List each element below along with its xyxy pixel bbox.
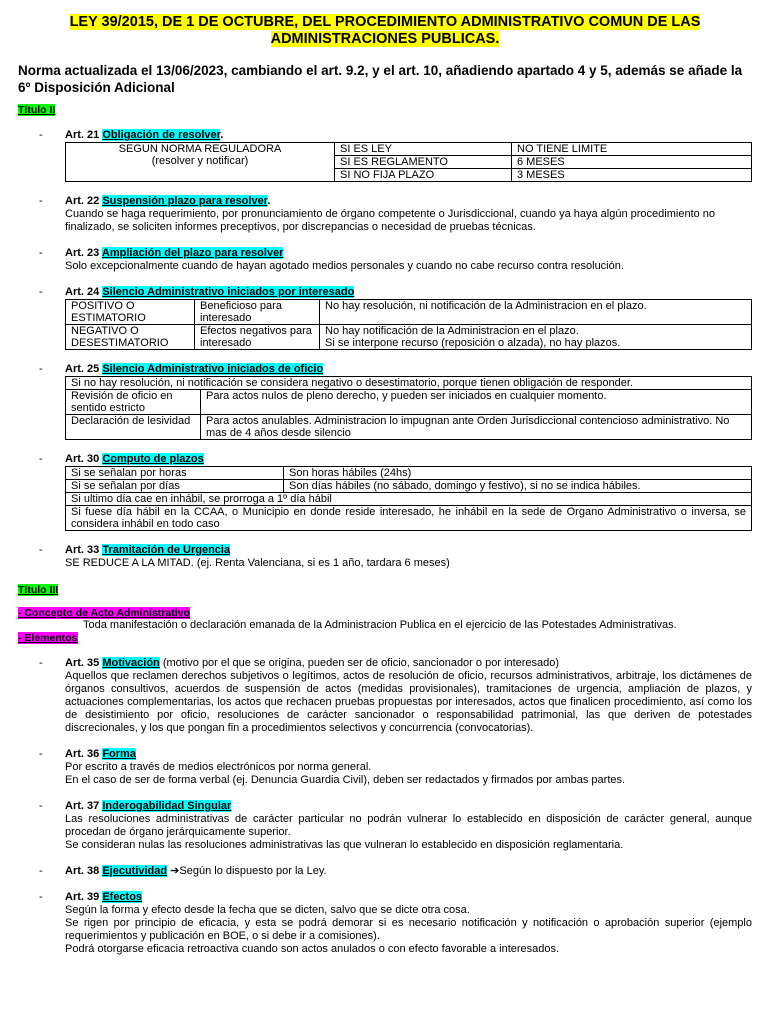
table-cell: Son horas hábiles (24hs)	[284, 467, 752, 480]
art-25-heading: Art. 25 Silencio Administrativo iniciados de oficio	[65, 363, 324, 375]
list-dash: -	[39, 286, 43, 298]
art-21-table	[65, 142, 752, 182]
table-cell: Efectos negativos para interesado	[195, 325, 320, 350]
table-cell: SI ES LEY	[335, 143, 512, 156]
section-art-39	[18, 891, 752, 956]
art-37-line2: Se consideran nulas las resoluciones administrativas las que vulneran lo establecido en disposición reglamentaria.	[65, 839, 624, 851]
art-39-heading: Art. 39 Efectos	[65, 891, 143, 903]
art-39-line3: Podrá otorgarse eficacia retroactiva cuando son actos anulados o con efecto favorable a interesados.	[65, 943, 560, 955]
art-22-heading: Art. 22 Suspensión plazo para resolver.	[65, 195, 271, 207]
list-dash: -	[39, 891, 43, 903]
section-art-21	[18, 129, 752, 182]
table-cell: Declaración de lesividad	[66, 415, 201, 440]
list-dash: -	[39, 865, 43, 877]
art-25-table	[65, 376, 752, 440]
art-35-text: Aquellos que reclamen derechos subjetivos o legítimos, actos de resolución de oficio, recursos administrativos, arbitraje, los dictámenes de órganos consultivos, acuerdos de suspensión de actos (medidas provisionales), tramitaciones de urgencia, ampliación de plazos, y actuaciones complementarias, los actos que rechacen pruebas propuestas por interesados, actos que finalicen procedimiento, así como los de desistimiento por oficio, resoluciones de carácter sancionador o responsabilidad patrimonial, las que deriven de potestades discrecionales, y los que pongan fin a procedimientos selectivos y concurrencia (convocatorias).	[65, 670, 752, 734]
table-cell: Si fuese día hábil en la CCAA, o Municipio en donde reside interesado, he inhábil en la sede de Organo Administrativo o inversa, se considera inhábil en todo caso	[66, 506, 752, 531]
table-cell: No hay resolución, ni notificación de la Administracion en el plazo.	[320, 300, 752, 325]
heading-titulo-iii: Título III	[18, 584, 59, 596]
document-title: LEY 39/2015, DE 1 DE OCTUBRE, DEL PROCEDIMIENTO ADMINISTRATIVO COMUN DE LAS ADMINISTRACIONES PUBLICAS.	[69, 14, 701, 47]
list-dash: -	[39, 129, 43, 141]
table-cell: Si no hay resolución, ni notificación se considera negativo o desestimatorio, porque tienen obligación de responder.	[66, 377, 752, 390]
art-24-heading: Art. 24 Silencio Administrativo iniciados por interesado	[65, 286, 355, 298]
art-21-heading: Art. 21 Obligación de resolver.	[65, 129, 224, 141]
section-art-37	[18, 800, 752, 852]
art-23-heading: Art. 23 Ampliación del plazo para resolver	[65, 247, 284, 259]
art-33-heading: Art. 33 Tramitación de Urgencia	[65, 544, 231, 556]
document-subtitle: Norma actualizada el 13/06/2023, cambiando el art. 9.2, y el art. 10, añadiendo apartado 4 y 5, además se añade la 6º Disposición Adicional	[18, 63, 743, 95]
heading-titulo-ii: Título II	[18, 104, 56, 116]
table-cell: Si se señalan por horas	[66, 467, 284, 480]
table-cell: SI ES REGLAMENTO	[335, 156, 512, 169]
list-dash: -	[39, 363, 43, 375]
list-dash: -	[39, 748, 43, 760]
list-dash: -	[39, 247, 43, 259]
section-art-24	[18, 286, 752, 350]
section-art-25	[18, 363, 752, 440]
list-dash: -	[39, 453, 43, 465]
art-36-heading: Art. 36 Forma	[65, 748, 136, 760]
table-cell: Para actos anulables. Administracion lo impugnan ante Orden Jurisdiccional contencioso administrativo. No mas de 4 años desde silencio	[201, 415, 752, 440]
art-37-heading: Art. 37 Inderogabilidad Singular	[65, 800, 232, 812]
table-cell: Si se señalan por días	[66, 480, 284, 493]
section-art-22	[18, 195, 752, 234]
art-35-heading: Art. 35 Motivación (motivo por el que se origina, pueden ser de oficio, sancionador o por interesado)	[65, 657, 560, 669]
art-24-table	[65, 299, 752, 350]
table-cell: 6 MESES	[512, 156, 752, 169]
section-art-35	[18, 657, 752, 735]
concepto-text: Toda manifestación o declaración emanada de la Administracion Publica en el ejercicio de las Potestades Administrativas.	[83, 619, 677, 631]
document-page	[18, 14, 752, 956]
table-cell: Beneficioso para interesado	[195, 300, 320, 325]
table-cell: Revisión de oficio en sentido estricto	[66, 390, 201, 415]
heading-concepto: - Concepto de Acto Administrativo	[18, 607, 190, 619]
list-dash: -	[39, 657, 43, 669]
art-22-text: Cuando se haga requerimiento, por pronunciamiento de órgano competente o Jurisdiccional, cuando ya haya algún procedimiento no finalizado, se soliciten informes preceptivos, por discrepancias o necesidad de pruebas técnicas.	[65, 208, 716, 233]
art-39-line1: Según la forma y efecto desde la fecha que se dicten, salvo que se dicte otra cosa.	[65, 904, 470, 916]
table-cell: Si ultimo día cae en inhábil, se prorroga a 1º día hábil	[66, 493, 752, 506]
section-art-30	[18, 453, 752, 531]
art-37-line1: Las resoluciones administrativas de carácter particular no podrán vulnerar lo establecido en disposición de carácter general, aunque procedan de órgano jerárquicamente superior.	[65, 813, 752, 838]
section-art-36	[18, 748, 752, 787]
table-cell: Son días hábiles (no sábado, domingo y festivo), si no se indica hábiles.	[284, 480, 752, 493]
table-cell: SEGUN NORMA REGULADORA (resolver y notificar)	[66, 143, 335, 182]
art-39-line2: Se rigen por principio de eficacia, y esta se podrá demorar si es necesario notificación y notificación o aprobación superior (ejemplo requerimientos y publicación en BOE, o si debe ir a comisiones).	[65, 917, 752, 942]
art-30-heading: Art. 30 Computo de plazos	[65, 453, 204, 465]
table-cell: SI NO FIJA PLAZO	[335, 169, 512, 182]
section-art-38	[18, 865, 752, 878]
table-cell: 3 MESES	[512, 169, 752, 182]
arrow-right-icon: ➔	[170, 865, 180, 877]
art-38-heading: Art. 38 Ejecutividad ➔Según lo dispuesto por la Ley.	[65, 865, 327, 877]
art-36-line1: Por escrito a través de medios electrónicos por norma general.	[65, 761, 372, 773]
art-33-text: SE REDUCE A LA MITAD. (ej. Renta Valenciana, si es 1 año, tardara 6 meses)	[65, 557, 450, 569]
table-cell: Para actos nulos de pleno derecho, y pueden ser iniciados en cualquier momento.	[201, 390, 752, 415]
table-cell: NEGATIVO O DESESTIMATORIO	[66, 325, 195, 350]
heading-elementos: - Elementos	[18, 632, 78, 644]
art-23-text: Solo excepcionalmente cuando de hayan agotado medios personales y cuando no cabe recurso contra resolución.	[65, 260, 624, 272]
art-36-line2: En el caso de ser de forma verbal (ej. Denuncia Guardia Civil), deben ser redactados y firmados por ambas partes.	[65, 774, 626, 786]
list-dash: -	[39, 800, 43, 812]
art-30-table	[65, 466, 752, 531]
list-dash: -	[39, 544, 43, 556]
table-cell: No hay notificación de la Administracion en el plazo. Si se interpone recurso (reposición o alzada), no hay plazos.	[320, 325, 752, 350]
list-dash: -	[39, 195, 43, 207]
section-art-33	[18, 544, 752, 570]
section-art-23	[18, 247, 752, 273]
table-cell: POSITIVO O ESTIMATORIO	[66, 300, 195, 325]
table-cell: NO TIENE LIMITE	[512, 143, 752, 156]
